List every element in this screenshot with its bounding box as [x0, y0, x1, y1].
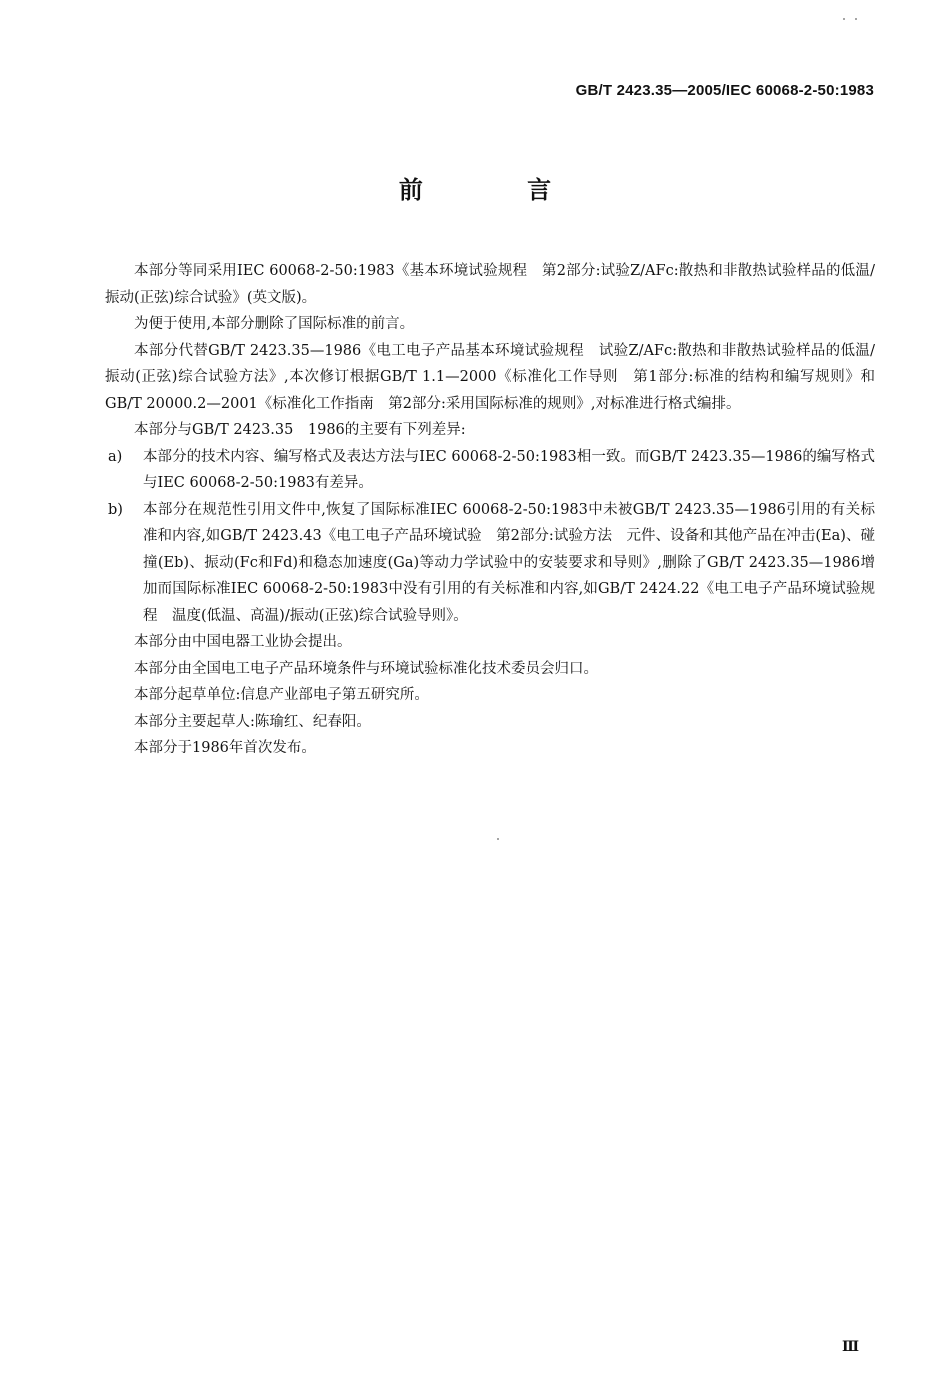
- paragraph-replacement: 本部分代替GB/T 2423.35—1986《电工电子产品基本环境试验规程 试验Z/AFc:散热和非散热试验样品的低温/振动(正弦)综合试验方法》,本次修订根据GB/T 1.1—2000《标准化工作导则 第1部分:标准的结构和编写规则》和GB/T 20000.2—2001《标准化工作指南 第2部分:采用国际标准的规则》,对标准进行格式编排。: [105, 342, 875, 412]
- scan-speck: [855, 18, 857, 20]
- paragraph-adoption: 本部分等同采用IEC 60068-2-50:1983《基本环境试验规程 第2部分:试验Z/AFc:散热和非散热试验样品的低温/振动(正弦)综合试验》(英文版)。: [105, 263, 875, 306]
- foreword-body: [105, 258, 875, 762]
- scan-speck: [497, 838, 499, 840]
- standard-code-header: GB/T 2423.35—2005/IEC 60068-2-50:1983: [575, 82, 874, 99]
- paragraph-deletion-note: 为便于使用,本部分删除了国际标准的前言。: [134, 316, 415, 332]
- paragraph-differences-intro: 本部分与GB/T 2423.35 1986的主要有下列差异:: [134, 422, 466, 438]
- difference-item-a: [105, 444, 875, 497]
- paragraph-proposer: 本部分由中国电器工业协会提出。: [134, 634, 352, 650]
- page-number: Ⅲ: [842, 1339, 860, 1355]
- item-marker: b): [108, 501, 123, 518]
- item-marker: a): [108, 448, 123, 465]
- page-title: 前 言: [398, 176, 600, 204]
- paragraph-first-release: 本部分于1986年首次发布。: [134, 740, 316, 756]
- difference-item-b: [105, 497, 875, 630]
- paragraph-committee: 本部分由全国电工电子产品环境条件与环境试验标准化技术委员会归口。: [134, 660, 598, 677]
- paragraph-drafting-unit: 本部分起草单位:信息产业部电子第五研究所。: [134, 687, 429, 703]
- paragraph-drafters: 本部分主要起草人:陈瑜红、纪春阳。: [134, 713, 371, 730]
- scan-speck: [843, 18, 845, 20]
- item-text: 本部分的技术内容、编写格式及表达方法与IEC 60068-2-50:1983相一致。而GB/T 2423.35—1986的编写格式与IEC 60068-2-50:1983有差异。: [143, 448, 875, 491]
- item-text: 本部分在规范性引用文件中,恢复了国际标准IEC 60068-2-50:1983中未被GB/T 2423.35—1986引用的有关标准和内容,如GB/T 2423.43《电工电子产品环境试验 第2部分:试验方法 元件、设备和其他产品在冲击(Ea)、碰撞(Eb)、振动(Fc和Fd)和稳态加速度(Ga)等动力学试验中的安装要求和导则》,删除了GB/T 2423.35—1986增加而国际标准IEC 60068-2-50:1983中没有引用的有关标准和内容,如GB/T 2424.22《电工电子产品环境试验规程 温度(低温、高温)/振动(正弦)综合试验导则》。: [143, 501, 875, 624]
